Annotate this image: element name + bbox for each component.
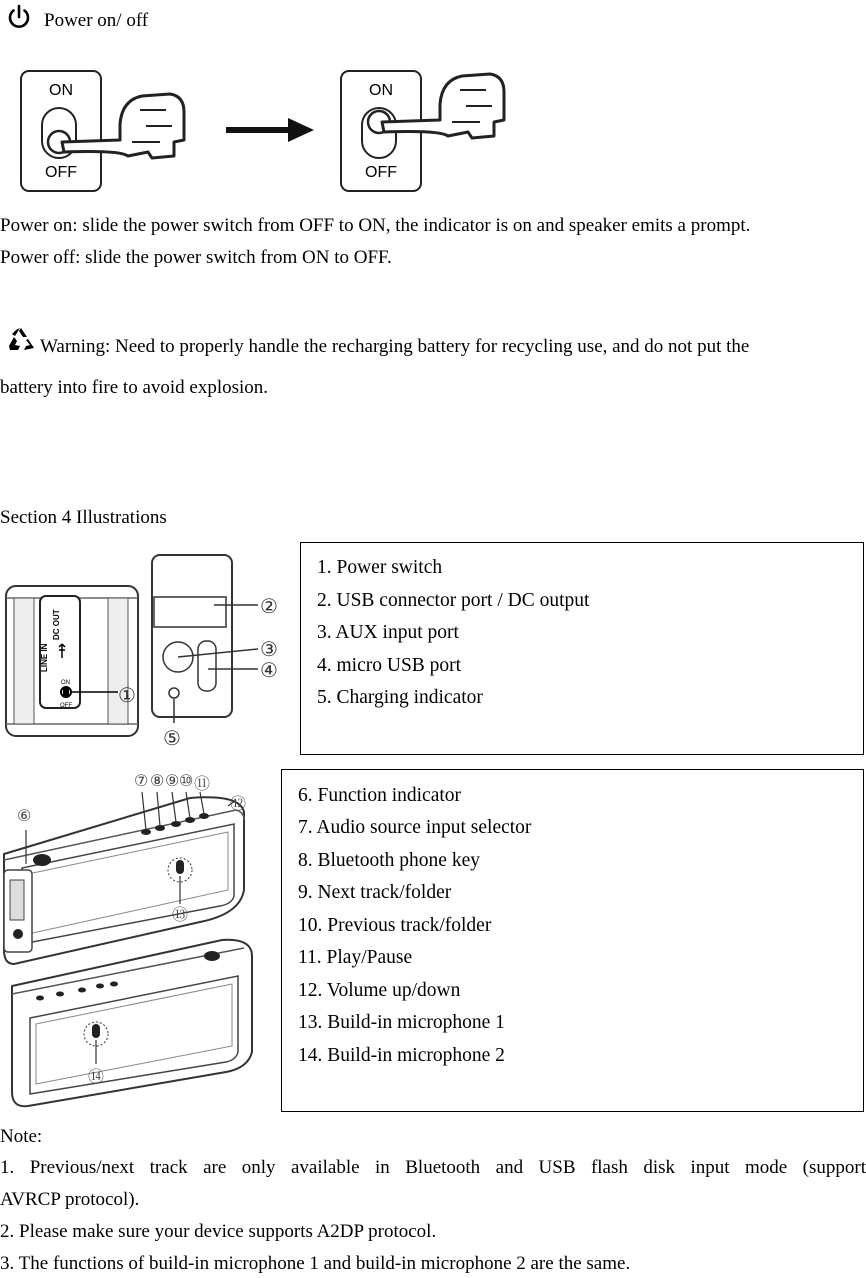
legend-item: 8. Bluetooth phone key <box>298 850 480 871</box>
hand-slide-off-illustration <box>20 70 200 194</box>
device-on-label: ON <box>61 680 70 686</box>
legend-item: 1. Power switch <box>317 557 443 578</box>
switch-off-label: OFF <box>45 164 77 181</box>
callout-4: ④ <box>260 660 278 682</box>
power-off-text: Power off: slide the power switch from ON to OFF. <box>0 247 392 268</box>
warning-line-2: battery into fire to avoid explosion. <box>0 377 269 398</box>
legend-item: 6. Function indicator <box>298 785 462 806</box>
callout-10: ⑩ <box>179 773 194 790</box>
hand-slide-on-illustration <box>340 70 520 194</box>
legend-item: 11. Play/Pause <box>298 947 413 968</box>
section-title: Section 4 Illustrations <box>0 507 167 528</box>
legend-box-2 <box>281 769 864 1112</box>
line-in-label: LINE IN <box>40 643 49 672</box>
callout-9: ⑨ <box>165 773 180 790</box>
speaker-side-view-illustration <box>4 584 144 740</box>
legend-item: 5. Charging indicator <box>317 687 483 708</box>
legend-item: 14. Build-in microphone 2 <box>298 1045 505 1066</box>
switch-off-label: OFF <box>365 164 397 181</box>
callout-5: ⑤ <box>163 728 181 750</box>
legend-item: 9. Next track/folder <box>298 882 452 903</box>
callout-6: ⑥ <box>17 808 32 825</box>
legend-item: 4. micro USB port <box>317 655 462 676</box>
callout-3: ③ <box>260 639 278 661</box>
legend-item: 2. USB connector port / DC output <box>317 590 590 611</box>
note-title: Note: <box>0 1126 43 1147</box>
legend-item: 3. AUX input port <box>317 622 459 643</box>
note-1-line-2: AVRCP protocol). <box>0 1189 140 1210</box>
device-off-label: OFF <box>60 703 72 709</box>
note-3: 3. The functions of build-in microphone 1 and build-in microphone 2 are the same. <box>0 1253 631 1274</box>
warning-line-1: Warning: Need to properly handle the recharging battery for recycling use, and do not put the <box>40 336 750 357</box>
power-icon <box>6 4 32 30</box>
legend-item: 10. Previous track/folder <box>298 915 492 936</box>
callout-11: ⑪ <box>194 776 211 793</box>
power-on-text: Power on: slide the power switch from OFF to ON, the indicator is on and speaker emits a prompt. <box>0 215 751 236</box>
speaker-port-panel-illustration <box>150 553 270 723</box>
legend-box-1 <box>300 542 864 755</box>
power-heading: Power on/ off <box>44 10 149 31</box>
arrow-right-icon <box>226 116 316 144</box>
dc-out-label: DC OUT <box>52 609 61 640</box>
callout-1: ① <box>118 685 136 707</box>
speaker-back-view-illustration <box>0 934 270 1110</box>
legend-item: 13. Build-in microphone 1 <box>298 1012 505 1033</box>
legend-item: 12. Volume up/down <box>298 980 461 1001</box>
callout-13: ⑬ <box>172 907 189 924</box>
legend-item: 7. Audio source input selector <box>298 817 532 838</box>
callout-2: ② <box>260 596 278 618</box>
callout-14: ⑭ <box>88 1069 105 1086</box>
callout-7: ⑦ <box>134 773 149 790</box>
callout-8: ⑧ <box>150 773 165 790</box>
switch-on-label: ON <box>369 82 393 99</box>
switch-on-label: ON <box>49 82 73 99</box>
callout-12: ⑫ <box>230 796 247 813</box>
recycle-icon <box>6 326 36 352</box>
note-2: 2. Please make sure your device supports A2DP protocol. <box>0 1221 437 1242</box>
note-1-line-1: 1. Previous/next track are only available in Bluetooth and USB flash disk input mode (support <box>0 1157 866 1178</box>
